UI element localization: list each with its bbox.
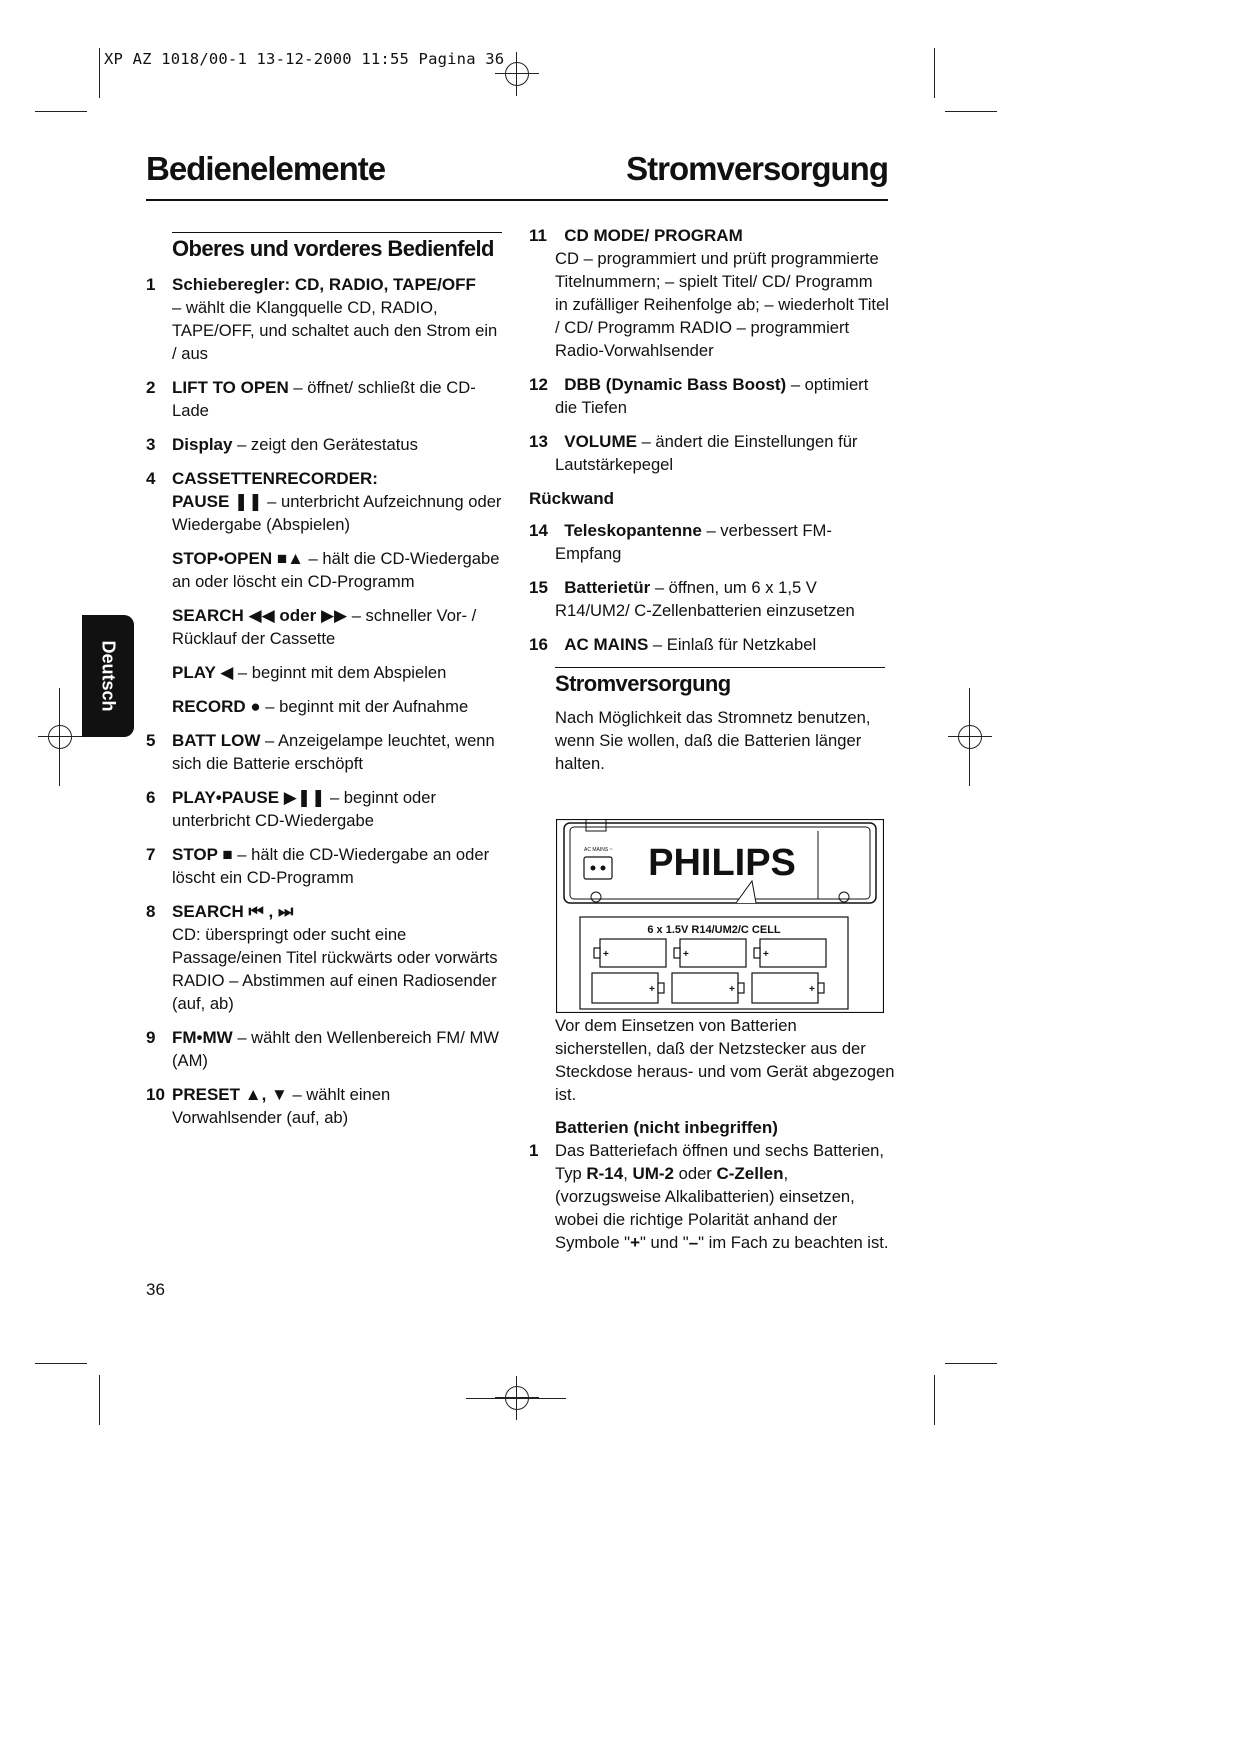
page-number: 36 bbox=[146, 1280, 165, 1299]
svg-text:+: + bbox=[809, 984, 815, 995]
crop-mark bbox=[945, 111, 997, 112]
svg-text:+: + bbox=[683, 949, 689, 960]
control-item: 11 CD MODE/ PROGRAM CD – programmiert und prüft programmierte Titelnummern; – spielt Titel/ CD/ Programm in zufälliger Reihenfolge ab; – wiederholt Titel / CD/ Programm RADIO – programmiert Radio-Vorwahlsender bbox=[529, 226, 889, 360]
power-warning: Vor dem Einsetzen von Batterien sicherstellen, daß der Netzstecker aus der Steckdose heraus- und vom Gerät abgezogen ist. bbox=[555, 1016, 895, 1104]
control-item: 7 STOP ■ – hält die CD-Wiedergabe an oder löscht ein CD-Programm bbox=[146, 845, 490, 887]
control-item: STOP•OPEN ■▲ – hält die CD-Wiedergabe an oder löscht ein CD-Programm bbox=[172, 549, 500, 591]
registration-mark-icon bbox=[948, 715, 992, 759]
registration-mark-icon bbox=[38, 715, 82, 759]
control-item: 2 LIFT TO OPEN – öffnet/ schließt die CD-Lade bbox=[146, 378, 476, 420]
crop-mark bbox=[99, 1375, 100, 1425]
control-item: 5 BATT LOW – Anzeigelampe leuchtet, wenn sich die Batterie erschöpft bbox=[146, 731, 495, 773]
battery-icon bbox=[760, 939, 826, 967]
control-item: 13 VOLUME – ändert die Einstellungen für Lautstärkepegel bbox=[529, 432, 858, 474]
right-column bbox=[529, 224, 889, 775]
registration-mark-icon bbox=[495, 1376, 539, 1420]
control-item: 14 Teleskopantenne – verbessert FM-Empfang bbox=[529, 521, 832, 563]
crop-mark bbox=[934, 48, 935, 98]
crop-mark bbox=[934, 1375, 935, 1425]
control-item: PLAY ◀ – beginnt mit dem Abspielen bbox=[172, 663, 447, 682]
svg-text:+: + bbox=[649, 984, 655, 995]
brand-logo: PHILIPS bbox=[648, 842, 796, 884]
page-title-left: Bedienelemente bbox=[146, 150, 386, 187]
control-item: 4 CASSETTENRECORDER: bbox=[146, 469, 378, 488]
crop-mark bbox=[969, 688, 970, 786]
control-item: 12 DBB (Dynamic Bass Boost) – optimiert die Tiefen bbox=[529, 375, 869, 417]
left-column bbox=[146, 232, 502, 1140]
rear-panel-heading: Rückwand bbox=[529, 489, 615, 508]
svg-text:+: + bbox=[603, 949, 609, 960]
battery-label: 6 x 1.5V R14/UM2/C CELL bbox=[647, 924, 781, 936]
control-item: 1 Schieberegler: CD, RADIO, TAPE/OFF – wählt die Klangquelle CD, RADIO, TAPE/OFF, und schaltet auch den Strom ein / aus bbox=[146, 275, 498, 363]
page-title-right: Stromversorgung bbox=[626, 150, 888, 187]
socket-label: AC MAINS ~ bbox=[584, 847, 613, 853]
control-item: 6 PLAY•PAUSE ▶❚❚ – beginnt oder unterbricht CD-Wiedergabe bbox=[146, 788, 437, 830]
control-item: 15 Batterietür – öffnen, um 6 x 1,5 V R14/UM2/ C-Zellenbatterien einzusetzen bbox=[529, 578, 855, 620]
control-item: 8 SEARCH ⏮ , ⏭ CD: überspringt oder sucht eine Passage/einen Titel rückwärts oder vorwärts RADIO – Abstimmen auf einen Radiosender (auf, ab) bbox=[146, 902, 498, 1013]
crop-mark bbox=[35, 1363, 87, 1364]
battery-compartment-illustration bbox=[556, 819, 884, 1013]
language-tab bbox=[82, 615, 134, 737]
control-item: RECORD ● – beginnt mit der Aufnahme bbox=[172, 697, 469, 716]
control-item: 9 FM•MW – wählt den Wellenbereich FM/ MW (AM) bbox=[146, 1028, 499, 1070]
svg-text:+: + bbox=[729, 984, 735, 995]
section-divider bbox=[555, 667, 885, 668]
battery-icon bbox=[600, 939, 666, 967]
language-tab-label: Deutsch bbox=[98, 640, 119, 712]
control-item: 16 AC MAINS – Einlaß für Netzkabel bbox=[529, 635, 817, 654]
section-divider bbox=[172, 232, 502, 233]
control-item: 3 Display – zeigt den Gerätestatus bbox=[146, 435, 418, 454]
crop-mark bbox=[59, 688, 60, 786]
title-divider bbox=[146, 199, 888, 201]
control-item: SEARCH ◀◀ oder ▶▶ – schneller Vor- / Rücklauf der Cassette bbox=[172, 606, 477, 648]
batteries-heading: Batterien (nicht inbegriffen) bbox=[555, 1118, 778, 1137]
power-intro: Nach Möglichkeit das Stromnetz benutzen, wenn Sie wollen, daß die Batterien länger halten. bbox=[555, 708, 871, 773]
control-item: PAUSE ❚❚ – unterbricht Aufzeichnung oder Wiedergabe (Abspielen) bbox=[172, 492, 502, 534]
print-slug: XP AZ 1018/00-1 13-12-2000 11:55 Pagina 36 bbox=[104, 50, 505, 68]
battery-icon bbox=[680, 939, 746, 967]
crop-mark bbox=[945, 1363, 997, 1364]
crop-mark bbox=[35, 111, 87, 112]
crop-mark bbox=[99, 48, 100, 98]
battery-step: 1 Das Batteriefach öffnen und sechs Batterien, Typ R-14, UM-2 oder C-Zellen, (vorzugsweise Alkalibatterien) einsetzen, wobei die richtige Polarität anhand der Symbole "+" und "–" im Fach zu beachten ist. bbox=[529, 1141, 889, 1252]
power-notes bbox=[529, 1014, 895, 1254]
svg-text:+: + bbox=[763, 949, 769, 960]
control-item: 10 PRESET ▲, ▼ – wählt einen Vorwahlsender (auf, ab) bbox=[146, 1085, 391, 1127]
section-title: Oberes und vorderes Bedienfeld bbox=[172, 236, 494, 261]
power-section-title: Stromversorgung bbox=[555, 671, 731, 696]
ac-socket-icon bbox=[584, 857, 612, 879]
